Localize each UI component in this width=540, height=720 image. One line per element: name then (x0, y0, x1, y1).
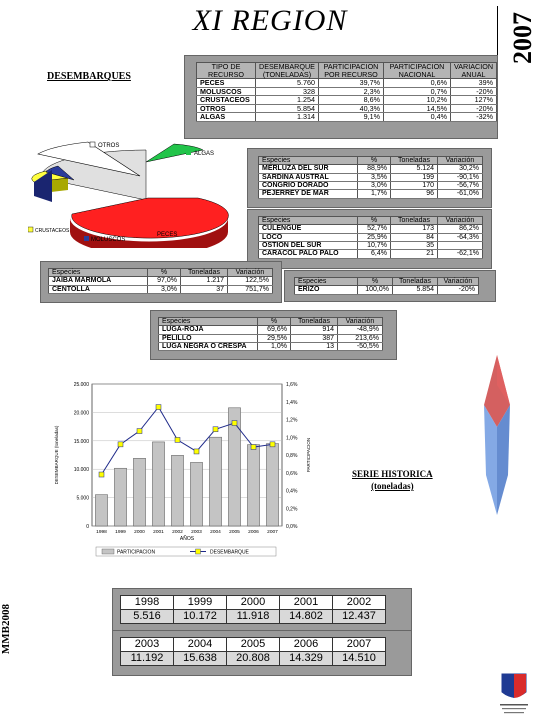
value-cell: 11.918 (227, 610, 280, 624)
table-cell: 88,9% (358, 165, 391, 173)
table-cell: 29,5% (258, 334, 291, 342)
table-cell: 30,2% (438, 165, 483, 173)
table-row (259, 250, 483, 258)
col-header: Toneladas (391, 217, 438, 225)
col-header: Variación (338, 318, 383, 326)
col-header: % (358, 217, 391, 225)
table-cell: PECES (197, 79, 256, 88)
ministry-logo (496, 672, 532, 716)
value-cell: 15.638 (174, 652, 227, 666)
pie-label-moluscos (84, 236, 125, 243)
table-row (197, 79, 497, 88)
table-cell: CENTOLLA (49, 285, 148, 293)
value-cell: 14.802 (280, 610, 333, 624)
table-cell: -20% (438, 286, 479, 294)
table-cell: -20% (451, 104, 497, 113)
col-header: PARTICIPACION POR RECURSO (319, 63, 384, 79)
pie-chart (28, 136, 250, 248)
y2-tick-label: 1,0% (286, 435, 298, 442)
y-tick-label: 25.000 (73, 382, 89, 388)
table-cell: 97,0% (148, 277, 181, 285)
table-row (259, 190, 483, 198)
year-cell: 1998 (121, 596, 174, 610)
x-tick-label: 2002 (172, 530, 183, 535)
table-cell: -20% (451, 87, 497, 96)
algas-table (158, 317, 383, 351)
table-cell: 3,5% (358, 173, 391, 181)
table-cell: 39,7% (319, 79, 384, 88)
moluscos-table (258, 216, 483, 259)
y2-tick-label: 0,2% (286, 506, 298, 513)
table-cell: 69,6% (258, 326, 291, 334)
table-cell: 0,4% (384, 113, 451, 122)
table-row (197, 104, 497, 113)
table-cell: -32% (451, 113, 497, 122)
table-cell: JAIBA MARMOLA (49, 277, 148, 285)
table-cell: OSTION DEL SUR (259, 242, 358, 250)
table-row (259, 165, 483, 173)
y2-tick-label: 0,8% (286, 453, 298, 459)
peces-table (258, 156, 483, 199)
col-header: Toneladas (391, 157, 438, 165)
legend-swatch-marker (196, 549, 201, 554)
year-cell: 2004 (174, 638, 227, 652)
value-cell: 14.510 (333, 652, 386, 666)
table-cell: 39% (451, 79, 497, 88)
table-cell: 21 (391, 250, 438, 258)
table-row (159, 334, 383, 342)
col-header: Especies (295, 278, 358, 286)
col-header: VARIACION ANUAL (451, 63, 497, 79)
decorative-crystal (482, 355, 512, 515)
otros-table (294, 277, 479, 295)
series-chart (52, 372, 332, 568)
year-cell: 2003 (121, 638, 174, 652)
bar (114, 468, 126, 526)
table-cell: 13 (291, 343, 338, 351)
year-cell: 2006 (280, 638, 333, 652)
table-row (259, 173, 483, 181)
table-cell: 8,6% (319, 96, 384, 105)
y2-tick-label: 0,6% (286, 470, 298, 477)
x-tick-label: 2004 (210, 530, 221, 535)
desembarques-label: DESEMBARQUES (47, 71, 131, 82)
col-header: Variación (438, 278, 479, 286)
table-cell: PEJERREY DE MAR (259, 190, 358, 198)
col-header: Variación (228, 269, 273, 277)
table-cell: 170 (391, 182, 438, 190)
table-row (259, 233, 483, 241)
table-cell: 122,5% (228, 277, 273, 285)
table-cell: 173 (391, 225, 438, 233)
x-tick-label: 2007 (267, 530, 278, 535)
table-row (49, 277, 273, 285)
table-cell: MERLUZA DEL SUR (259, 165, 358, 173)
table-cell: 2,3% (319, 87, 384, 96)
table-cell: LUGA-ROJA (159, 326, 258, 334)
x-tick-label: 2006 (248, 530, 259, 535)
table-row (197, 96, 497, 105)
table-cell (438, 242, 483, 250)
x-tick-label: 2003 (191, 530, 202, 535)
x-axis-label: AÑOS (179, 536, 195, 542)
table-cell: 127% (451, 96, 497, 105)
table-cell: PELILLO (159, 334, 258, 342)
main-table (196, 62, 497, 122)
line-point (213, 427, 218, 432)
table-cell: ERIZO (295, 286, 358, 294)
y2-tick-label: 0,4% (286, 488, 298, 495)
table-cell: SARDINA AUSTRAL (259, 173, 358, 181)
year-cell: 1999 (174, 596, 227, 610)
col-header: % (258, 318, 291, 326)
table-cell: -64,3% (438, 233, 483, 241)
y-axis-label: DESEMBARQUE (toneladas) (54, 425, 59, 485)
side-code: MMB2008 (0, 604, 12, 655)
table-cell: 1.217 (181, 277, 228, 285)
table-cell: 914 (291, 326, 338, 334)
table-cell: 86,2% (438, 225, 483, 233)
value-cell: 20.808 (227, 652, 280, 666)
table-cell: 14,5% (384, 104, 451, 113)
table-cell: 213,6% (338, 334, 383, 342)
line-point (175, 437, 180, 442)
line-point (270, 442, 275, 447)
table-cell: 1.314 (256, 113, 319, 122)
x-tick-label: 2005 (229, 530, 240, 535)
table-cell: 84 (391, 233, 438, 241)
table-cell: 5.854 (256, 104, 319, 113)
table-row (159, 326, 383, 334)
col-header: PARTICIPACION NACIONAL (384, 63, 451, 79)
year-cell: 2002 (333, 596, 386, 610)
col-header: Especies (259, 217, 358, 225)
line-point (232, 421, 237, 426)
table-cell: LUGA NEGRA O CRESPA (159, 343, 258, 351)
bar (266, 444, 278, 526)
table-cell: 25,9% (358, 233, 391, 241)
years-table-2 (120, 637, 386, 666)
table-row (49, 285, 273, 293)
page-title: XI REGION (192, 4, 348, 37)
table-cell: -50,5% (338, 343, 383, 351)
col-header: Variación (438, 217, 483, 225)
table-cell: 40,3% (319, 104, 384, 113)
value-cell: 14.329 (280, 652, 333, 666)
bar (152, 442, 164, 526)
bar (247, 445, 259, 526)
year-cell: 2000 (227, 596, 280, 610)
pie-label-text: PECES (157, 232, 178, 238)
bar (95, 495, 107, 526)
bar (133, 458, 145, 526)
y2-tick-label: 1,2% (286, 417, 298, 424)
years-table-1 (120, 595, 386, 624)
table-cell: 10,2% (384, 96, 451, 105)
col-header: Especies (259, 157, 358, 165)
x-tick-label: 2000 (134, 530, 145, 535)
table-cell: 1.254 (256, 96, 319, 105)
legend-label: PARTICIPACION (117, 549, 156, 556)
year-cell: 2005 (227, 638, 280, 652)
value-cell: 11.192 (121, 652, 174, 666)
y-tick-label: 0 (86, 524, 89, 530)
table-cell: ALGAS (197, 113, 256, 122)
y2-tick-label: 1,4% (286, 399, 298, 406)
table-row (259, 225, 483, 233)
y-tick-label: 10.000 (73, 467, 89, 474)
table-cell: -61,0% (438, 190, 483, 198)
table-cell: 100,0% (358, 286, 393, 294)
table-cell: 5.760 (256, 79, 319, 88)
col-header: % (358, 157, 391, 165)
table-cell: 37 (181, 285, 228, 293)
y2-tick-label: 1,6% (286, 382, 298, 388)
table-cell: 0,7% (384, 87, 451, 96)
col-header: DESEMBARQUE (TONELADAS) (256, 63, 319, 79)
table-cell: 52,7% (358, 225, 391, 233)
line-point (118, 442, 123, 447)
col-header: Especies (49, 269, 148, 277)
table-cell: 6,4% (358, 250, 391, 258)
year-cell: 2007 (333, 638, 386, 652)
table-cell: CULENGUE (259, 225, 358, 233)
col-header: Especies (159, 318, 258, 326)
col-header: Toneladas (181, 269, 228, 277)
table-row (259, 182, 483, 190)
table-cell: 1,0% (258, 343, 291, 351)
table-cell: 387 (291, 334, 338, 342)
table-row (159, 343, 383, 351)
col-header: TIPO DE RECURSO (197, 63, 256, 79)
crustaceos-table (48, 268, 273, 294)
table-cell: MOLUSCOS (197, 87, 256, 96)
table-cell: -90,1% (438, 173, 483, 181)
table-cell: 0,6% (384, 79, 451, 88)
legend-label: DESEMBARQUE (210, 549, 249, 556)
value-cell: 10.172 (174, 610, 227, 624)
table-cell: 5.854 (393, 286, 438, 294)
table-cell: LOCO (259, 233, 358, 241)
line-point (99, 472, 104, 477)
table-cell: 751,7% (228, 285, 273, 293)
line-point (251, 445, 256, 450)
table-row (197, 113, 497, 122)
pie-label-algas (186, 150, 214, 157)
value-cell: 5.516 (121, 610, 174, 624)
y2-tick-label: 0,0% (286, 524, 298, 530)
col-header: Toneladas (393, 278, 438, 286)
x-tick-label: 2001 (153, 530, 164, 535)
table-cell: 1,7% (358, 190, 391, 198)
value-cell: 12.437 (333, 610, 386, 624)
serie-historica-title: SERIE HISTORICA (352, 469, 433, 479)
table-cell: -56,7% (438, 182, 483, 190)
y-tick-label: 20.000 (73, 410, 89, 417)
table-cell: 3,0% (358, 182, 391, 190)
serie-historica-label (352, 468, 433, 492)
table-row (295, 286, 479, 294)
col-header: Variación (438, 157, 483, 165)
x-tick-label: 1998 (96, 530, 107, 535)
pie-label-crustaceos (28, 227, 70, 234)
table-cell: 199 (391, 173, 438, 181)
y2-axis-label: PARTICIPACION (306, 437, 311, 473)
bar (190, 462, 202, 526)
bar (209, 437, 221, 526)
pie-label-text: ALGAS (194, 151, 215, 157)
table-row (259, 242, 483, 250)
pie-label-text: CRUSTACEOS (35, 228, 70, 234)
col-header: % (148, 269, 181, 277)
pie-label-text: MOLUSCOS (91, 237, 126, 243)
col-header: Toneladas (291, 318, 338, 326)
table-cell: CONGRIO DORADO (259, 182, 358, 190)
legend-swatch-bar (102, 549, 114, 554)
table-cell: 5.124 (391, 165, 438, 173)
col-header: % (358, 278, 393, 286)
table-cell: 9,1% (319, 113, 384, 122)
table-cell: 3,0% (148, 285, 181, 293)
table-cell: -48,9% (338, 326, 383, 334)
y-tick-label: 15.000 (73, 438, 89, 445)
bar (171, 455, 183, 526)
serie-historica-units: (toneladas) (371, 481, 414, 491)
pie-label-text: OTROS (98, 143, 120, 149)
table-cell: 35 (391, 242, 438, 250)
table-cell: CRUSTACEOS (197, 96, 256, 105)
table-cell: 10,7% (358, 242, 391, 250)
table-cell: CARACOL PALO PALO (259, 250, 358, 258)
line-point (156, 405, 161, 410)
table-cell: OTROS (197, 104, 256, 113)
line-point (194, 449, 199, 454)
table-cell: 96 (391, 190, 438, 198)
table-cell: -62,1% (438, 250, 483, 258)
table-cell: 328 (256, 87, 319, 96)
year-label: 2007 (508, 12, 537, 64)
x-tick-label: 1999 (115, 530, 126, 535)
y-tick-label: 5.000 (76, 495, 89, 502)
year-cell: 2001 (280, 596, 333, 610)
line-point (137, 429, 142, 434)
